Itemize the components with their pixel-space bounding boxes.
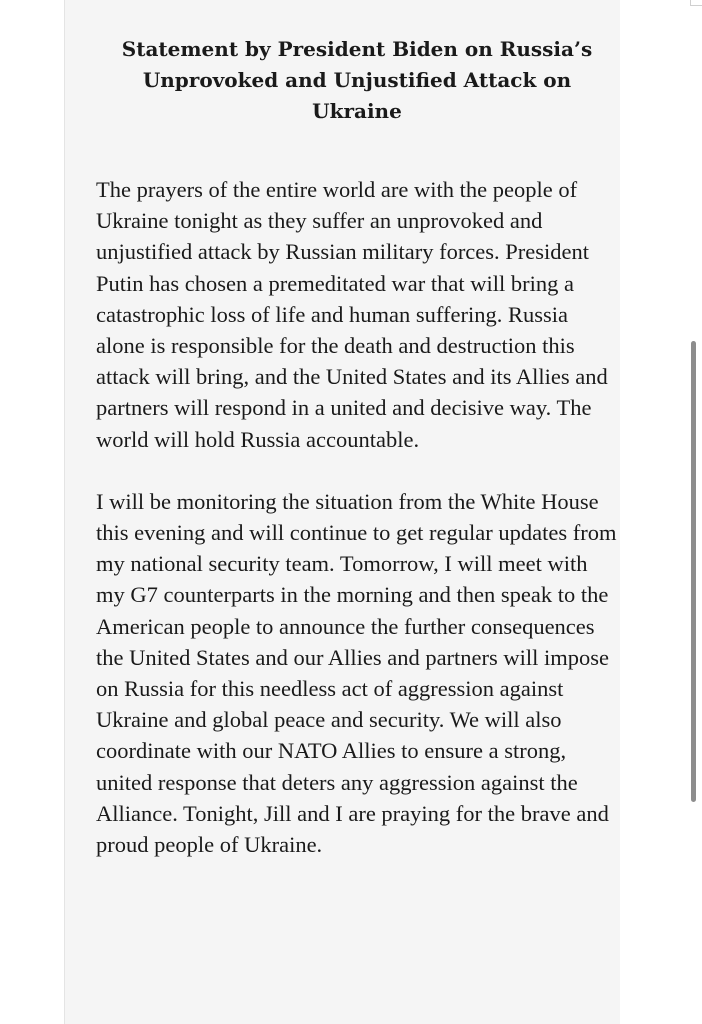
- article-paragraph-2: I will be monitoring the situation from the White House this evening and will continue to get regular updates from my national security team. Tomorrow, I will meet with my G7 counterparts in the morning and then speak to the American people to announce the further consequences the United States and our Allies and partners will impose on Russia for this needless act of aggression against Ukraine and global peace and security. We will also coordinate with our NATO Allies to ensure a strong, united response that deters any aggression against the Alliance. Tonight, Jill and I are praying for the brave and proud people of Ukraine.: [96, 488, 617, 858]
- article-paragraph-1: The prayers of the entire world are with the people of Ukraine tonight as they suffer an unprovoked and unjustified attack by Russian military forces. President Putin has chosen a premeditated war that will bring a catastrophic loss of life and human suffering. Russia alone is responsible for the death and destruction this attack will bring, and the United States and its Allies and partners will respond in a united and decisive way. The world will hold Russia accountable.: [96, 177, 608, 452]
- left-margin: [0, 0, 64, 1024]
- window-corner: [690, 0, 702, 6]
- article-title: Statement by President Biden on Russia’s Unprovoked and Unjustified Attack on Ukraine: [121, 37, 593, 123]
- vertical-scrollbar-thumb[interactable]: [691, 341, 696, 802]
- statement-article: [65, 0, 620, 1024]
- right-margin: [620, 0, 702, 1024]
